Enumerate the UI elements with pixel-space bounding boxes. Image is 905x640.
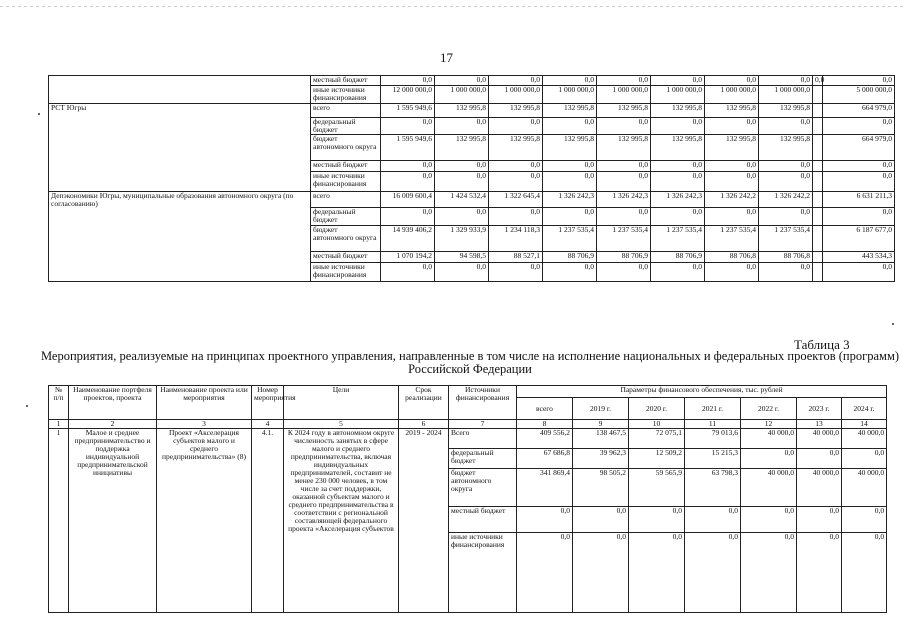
upper-value-cell: 0,0 bbox=[823, 263, 895, 282]
funding-value: 0,0 bbox=[685, 533, 741, 613]
row-measure-no: 4.1. bbox=[252, 429, 284, 613]
table-title: Мероприятия, реализуемые на принципах проектного управления, направленные в том числе на исполнение национальных и федеральных проектов (программ) Российской Федерации bbox=[40, 349, 900, 376]
upper-source-cell: иные источники финансирования bbox=[311, 172, 381, 192]
upper-value-cell: 132 995,8 bbox=[705, 135, 759, 161]
upper-value-cell: 0,0 bbox=[651, 172, 705, 192]
hdr-year: 2020 г. bbox=[629, 398, 685, 420]
upper-value-cell: 132 995,8 bbox=[759, 135, 813, 161]
upper-source-cell: бюджет автономного округа bbox=[311, 226, 381, 252]
hdr-year: 2021 г. bbox=[685, 398, 741, 420]
funding-source: иные источники финансирования bbox=[449, 533, 517, 613]
upper-value-cell: 0,0 bbox=[543, 76, 597, 86]
upper-value-cell: 88 706,9 bbox=[543, 252, 597, 263]
upper-value-cell bbox=[813, 192, 823, 208]
upper-value-cell bbox=[813, 161, 823, 172]
upper-value-cell: 16 009 600,4 bbox=[381, 192, 435, 208]
table3 bbox=[48, 385, 887, 613]
table-label: Таблица 3 bbox=[794, 337, 850, 352]
scan-dot bbox=[26, 405, 28, 407]
funding-value: 40 000,0 bbox=[842, 469, 887, 507]
funding-value: 67 686,8 bbox=[517, 449, 573, 469]
upper-value-cell: 1 322 645,4 bbox=[489, 192, 543, 208]
upper-value-cell: 0,0 bbox=[823, 76, 895, 86]
upper-value-cell: 0,0 bbox=[705, 172, 759, 192]
upper-value-cell: 0,0 bbox=[543, 118, 597, 135]
upper-value-cell: 1 424 532,4 bbox=[435, 192, 489, 208]
upper-value-cell: 0,0 bbox=[543, 208, 597, 226]
funding-value: 15 215,3 bbox=[685, 449, 741, 469]
upper-value-cell: 88 706,9 bbox=[597, 252, 651, 263]
upper-value-cell: 1 000 000,0 bbox=[435, 86, 489, 104]
hdr-goals: Цели bbox=[284, 386, 399, 420]
upper-value-cell: 1 234 118,3 bbox=[489, 226, 543, 252]
upper-value-cell: 0,0 bbox=[651, 118, 705, 135]
upper-value-cell: 1 326 242,3 bbox=[597, 192, 651, 208]
col-number: 6 bbox=[399, 420, 449, 429]
col-number: 13 bbox=[797, 420, 842, 429]
upper-value-cell: 1 326 242,3 bbox=[543, 192, 597, 208]
funding-value: 79 013,6 bbox=[685, 429, 741, 449]
upper-value-cell: 0,0 bbox=[489, 208, 543, 226]
upper-value-cell: 0,0 bbox=[597, 263, 651, 282]
funding-value: 138 467,5 bbox=[573, 429, 629, 449]
funding-value: 72 075,1 bbox=[629, 429, 685, 449]
upper-value-cell: 14 939 406,2 bbox=[381, 226, 435, 252]
upper-value-cell: 0,0 bbox=[435, 76, 489, 86]
upper-value-cell: 132 995,8 bbox=[597, 104, 651, 118]
funding-value: 0,0 bbox=[685, 507, 741, 533]
table3-row bbox=[49, 429, 887, 449]
upper-value-cell: 1 326 242,2 bbox=[759, 192, 813, 208]
upper-value-cell: 1 000 000,0 bbox=[759, 86, 813, 104]
upper-value-cell: 443 534,3 bbox=[823, 252, 895, 263]
upper-org-label: Депэкономики Югры, муниципальные образования автономного округа (по согласованию) bbox=[51, 191, 294, 208]
upper-value-cell: 132 995,8 bbox=[651, 135, 705, 161]
col-number: 9 bbox=[573, 420, 629, 429]
funding-value: 0,0 bbox=[741, 507, 797, 533]
row-num: 1 bbox=[49, 429, 69, 613]
hdr-total: всего bbox=[517, 398, 573, 420]
upper-value-cell: 0,0 bbox=[435, 172, 489, 192]
funding-value: 0,0 bbox=[629, 533, 685, 613]
funding-value: 12 509,2 bbox=[629, 449, 685, 469]
upper-source-cell: иные источники финансирования bbox=[311, 263, 381, 282]
upper-value-cell: 1 070 194,2 bbox=[381, 252, 435, 263]
col-number: 7 bbox=[449, 420, 517, 429]
upper-value-cell: 1 000 000,0 bbox=[543, 86, 597, 104]
hdr-year: 2019 г. bbox=[573, 398, 629, 420]
upper-value-cell: 1 000 000,0 bbox=[651, 86, 705, 104]
upper-source-cell: всего bbox=[311, 104, 381, 118]
funding-value: 40 000,0 bbox=[842, 429, 887, 449]
upper-value-cell bbox=[813, 252, 823, 263]
upper-value-cell: 1 329 933,9 bbox=[435, 226, 489, 252]
col-number: 11 bbox=[685, 420, 741, 429]
upper-source-cell: бюджет автономного округа bbox=[311, 135, 381, 161]
funding-source: бюджет автономного округа bbox=[449, 469, 517, 507]
funding-value: 0,0 bbox=[797, 507, 842, 533]
upper-value-cell: 0,0 bbox=[651, 161, 705, 172]
upper-value-cell: 1 237 535,4 bbox=[705, 226, 759, 252]
upper-value-cell: 0,0 bbox=[381, 76, 435, 86]
upper-value-cell: 1 000 000,0 bbox=[489, 86, 543, 104]
upper-row bbox=[49, 192, 895, 208]
funding-value: 40 000,0 bbox=[797, 469, 842, 507]
upper-value-cell: 0,0 bbox=[759, 172, 813, 192]
upper-funding-table bbox=[48, 75, 895, 282]
upper-value-cell: 132 995,8 bbox=[543, 135, 597, 161]
upper-org-cell bbox=[49, 192, 311, 282]
upper-source-cell: федеральный бюджет bbox=[311, 118, 381, 135]
upper-value-cell bbox=[813, 104, 823, 118]
funding-value: 40 000,0 bbox=[741, 429, 797, 449]
upper-value-cell: 0,0 bbox=[705, 263, 759, 282]
upper-value-cell: 0,0 bbox=[651, 208, 705, 226]
upper-value-cell bbox=[813, 263, 823, 282]
funding-value: 0,0 bbox=[797, 449, 842, 469]
funding-value: 0,0 bbox=[741, 449, 797, 469]
scan-artifact-line bbox=[0, 6, 905, 7]
upper-value-cell: 94 598,5 bbox=[435, 252, 489, 263]
row-goals: К 2024 году в автономном округе численность занятых в сфере малого и среднего предпринимательства, включая индивидуальных предпринимателей, составит не менее 230 000 человек, в том числе за счет поддержки, оказанной субъектам малого и среднего предпринимательства в соответствии с региональной составляющей федерального проекта «Акселерация субъектов bbox=[284, 429, 399, 613]
page-number: 17 bbox=[440, 50, 453, 65]
upper-value-cell: 132 995,8 bbox=[705, 104, 759, 118]
upper-org-label: РСТ Югры bbox=[51, 103, 87, 112]
upper-value-cell: 0,0 bbox=[823, 208, 895, 226]
upper-value-cell: 0,0 bbox=[381, 172, 435, 192]
upper-value-cell: 132 995,8 bbox=[651, 104, 705, 118]
upper-value-cell: 132 995,8 bbox=[543, 104, 597, 118]
upper-value-cell: 0,0 bbox=[543, 161, 597, 172]
upper-value-cell: 1 237 535,4 bbox=[597, 226, 651, 252]
upper-value-cell: 0,0 bbox=[813, 76, 823, 86]
upper-source-cell: местный бюджет bbox=[311, 252, 381, 263]
funding-value: 63 798,3 bbox=[685, 469, 741, 507]
funding-value: 0,0 bbox=[842, 449, 887, 469]
funding-value: 0,0 bbox=[842, 507, 887, 533]
upper-value-cell: 1 595 949,6 bbox=[381, 104, 435, 118]
col-number: 10 bbox=[629, 420, 685, 429]
funding-value: 59 565,9 bbox=[629, 469, 685, 507]
upper-value-cell: 0,0 bbox=[489, 172, 543, 192]
row-portfolio: Малое и среднее предпринимательство и поддержка индивидуальной предпринимательской инициативы bbox=[69, 429, 157, 613]
funding-source: Всего bbox=[449, 429, 517, 449]
funding-value: 0,0 bbox=[517, 507, 573, 533]
hdr-measure-no: Номер мероприятия bbox=[252, 386, 284, 420]
upper-value-cell: 132 995,8 bbox=[435, 135, 489, 161]
upper-source-cell: всего bbox=[311, 192, 381, 208]
upper-value-cell: 0,0 bbox=[597, 76, 651, 86]
upper-value-cell: 132 995,8 bbox=[597, 135, 651, 161]
upper-value-cell: 0,0 bbox=[489, 76, 543, 86]
upper-value-cell: 1 237 535,4 bbox=[759, 226, 813, 252]
funding-value: 98 505,2 bbox=[573, 469, 629, 507]
upper-value-cell: 88 706,8 bbox=[759, 252, 813, 263]
upper-value-cell: 0,0 bbox=[489, 161, 543, 172]
upper-value-cell: 0,0 bbox=[759, 118, 813, 135]
funding-value: 40 000,0 bbox=[741, 469, 797, 507]
upper-value-cell: 1 595 949,6 bbox=[381, 135, 435, 161]
funding-value: 409 556,2 bbox=[517, 429, 573, 449]
upper-value-cell: 0,0 bbox=[705, 208, 759, 226]
upper-value-cell bbox=[813, 208, 823, 226]
upper-value-cell: 0,0 bbox=[823, 118, 895, 135]
upper-value-cell: 0,0 bbox=[759, 76, 813, 86]
upper-value-cell: 1 000 000,0 bbox=[705, 86, 759, 104]
hdr-portfolio: Наименование портфеля проектов, проекта bbox=[69, 386, 157, 420]
col-number: 1 bbox=[49, 420, 69, 429]
funding-value: 40 000,0 bbox=[797, 429, 842, 449]
upper-value-cell: 0,0 bbox=[651, 76, 705, 86]
upper-source-cell: иные источники финансирования bbox=[311, 86, 381, 104]
upper-value-cell: 132 995,8 bbox=[489, 104, 543, 118]
upper-value-cell: 0,0 bbox=[705, 161, 759, 172]
upper-value-cell: 0,0 bbox=[597, 118, 651, 135]
upper-value-cell bbox=[813, 226, 823, 252]
upper-value-cell: 88 706,9 bbox=[651, 252, 705, 263]
upper-value-cell: 1 000 000,0 bbox=[597, 86, 651, 104]
upper-value-cell: 0,0 bbox=[705, 118, 759, 135]
upper-value-cell: 0,0 bbox=[597, 172, 651, 192]
upper-value-cell: 0,0 bbox=[543, 172, 597, 192]
upper-value-cell: 1 237 535,4 bbox=[651, 226, 705, 252]
upper-value-cell: 664 979,0 bbox=[823, 135, 895, 161]
upper-value-cell: 664 979,0 bbox=[823, 104, 895, 118]
upper-value-cell: 0,0 bbox=[435, 118, 489, 135]
upper-source-cell: федеральный бюджет bbox=[311, 208, 381, 226]
funding-value: 0,0 bbox=[573, 533, 629, 613]
funding-value: 341 869,4 bbox=[517, 469, 573, 507]
upper-org-cell bbox=[49, 76, 311, 104]
funding-value: 39 962,3 bbox=[573, 449, 629, 469]
row-project: Проект «Акселерация субъектов малого и среднего предпринимательства» (8) bbox=[157, 429, 252, 613]
upper-value-cell: 0,0 bbox=[381, 118, 435, 135]
col-number: 12 bbox=[741, 420, 797, 429]
upper-source-cell: местный бюджет bbox=[311, 161, 381, 172]
upper-value-cell: 0,0 bbox=[435, 208, 489, 226]
upper-value-cell: 6 631 211,3 bbox=[823, 192, 895, 208]
upper-value-cell: 12 000 000,0 bbox=[381, 86, 435, 104]
upper-value-cell bbox=[813, 135, 823, 161]
upper-value-cell: 0,0 bbox=[381, 208, 435, 226]
funding-source: местный бюджет bbox=[449, 507, 517, 533]
upper-value-cell: 0,0 bbox=[705, 76, 759, 86]
upper-row bbox=[49, 104, 895, 118]
funding-value: 0,0 bbox=[741, 533, 797, 613]
hdr-term: Срок реализации bbox=[399, 386, 449, 420]
hdr-sources: Источники финансирования bbox=[449, 386, 517, 420]
upper-source-cell: местный бюджет bbox=[311, 76, 381, 86]
hdr-year: 2023 г. bbox=[797, 398, 842, 420]
upper-value-cell: 0,0 bbox=[759, 161, 813, 172]
upper-value-cell: 0,0 bbox=[759, 208, 813, 226]
upper-value-cell: 0,0 bbox=[651, 263, 705, 282]
upper-value-cell: 0,0 bbox=[435, 263, 489, 282]
upper-value-cell: 1 326 242,2 bbox=[705, 192, 759, 208]
upper-value-cell bbox=[813, 172, 823, 192]
upper-value-cell: 0,0 bbox=[823, 161, 895, 172]
funding-value: 0,0 bbox=[842, 533, 887, 613]
upper-value-cell: 0,0 bbox=[823, 172, 895, 192]
upper-value-cell bbox=[813, 86, 823, 104]
funding-value: 0,0 bbox=[797, 533, 842, 613]
upper-org-cell bbox=[49, 104, 311, 192]
upper-value-cell: 132 995,8 bbox=[435, 104, 489, 118]
funding-value: 0,0 bbox=[573, 507, 629, 533]
upper-value-cell: 0,0 bbox=[543, 263, 597, 282]
upper-value-cell: 132 995,8 bbox=[759, 104, 813, 118]
funding-value: 0,0 bbox=[517, 533, 573, 613]
col-number: 8 bbox=[517, 420, 573, 429]
col-number: 2 bbox=[69, 420, 157, 429]
upper-value-cell: 0,0 bbox=[435, 161, 489, 172]
upper-value-cell: 0,0 bbox=[489, 263, 543, 282]
col-number: 5 bbox=[284, 420, 399, 429]
hdr-params: Параметры финансового обеспечения, тыс. рублей bbox=[517, 386, 887, 398]
row-term: 2019 - 2024 bbox=[399, 429, 449, 613]
upper-value-cell: 132 995,8 bbox=[489, 135, 543, 161]
upper-row bbox=[49, 76, 895, 86]
upper-value-cell: 0,0 bbox=[597, 208, 651, 226]
upper-value-cell: 1 326 242,3 bbox=[651, 192, 705, 208]
hdr-year: 2024 г. bbox=[842, 398, 887, 420]
scan-dot bbox=[38, 113, 40, 115]
upper-value-cell: 0,0 bbox=[381, 263, 435, 282]
upper-value-cell: 1 237 535,4 bbox=[543, 226, 597, 252]
upper-value-cell: 0,0 bbox=[381, 161, 435, 172]
hdr-year: 2022 г. bbox=[741, 398, 797, 420]
upper-value-cell bbox=[813, 118, 823, 135]
upper-value-cell: 5 000 000,0 bbox=[823, 86, 895, 104]
col-number: 4 bbox=[252, 420, 284, 429]
upper-value-cell: 0,0 bbox=[489, 118, 543, 135]
col-number: 3 bbox=[157, 420, 252, 429]
hdr-project: Наименование проекта или мероприятия bbox=[157, 386, 252, 420]
col-number: 14 bbox=[842, 420, 887, 429]
upper-value-cell: 0,0 bbox=[597, 161, 651, 172]
upper-value-cell: 88 706,8 bbox=[705, 252, 759, 263]
upper-value-cell: 88 527,1 bbox=[489, 252, 543, 263]
funding-value: 0,0 bbox=[629, 507, 685, 533]
upper-value-cell: 6 187 677,0 bbox=[823, 226, 895, 252]
scan-dot bbox=[892, 323, 894, 325]
hdr-num: № п/п bbox=[49, 386, 69, 420]
upper-value-cell: 0,0 bbox=[759, 263, 813, 282]
funding-source: федеральный бюджет bbox=[449, 449, 517, 469]
